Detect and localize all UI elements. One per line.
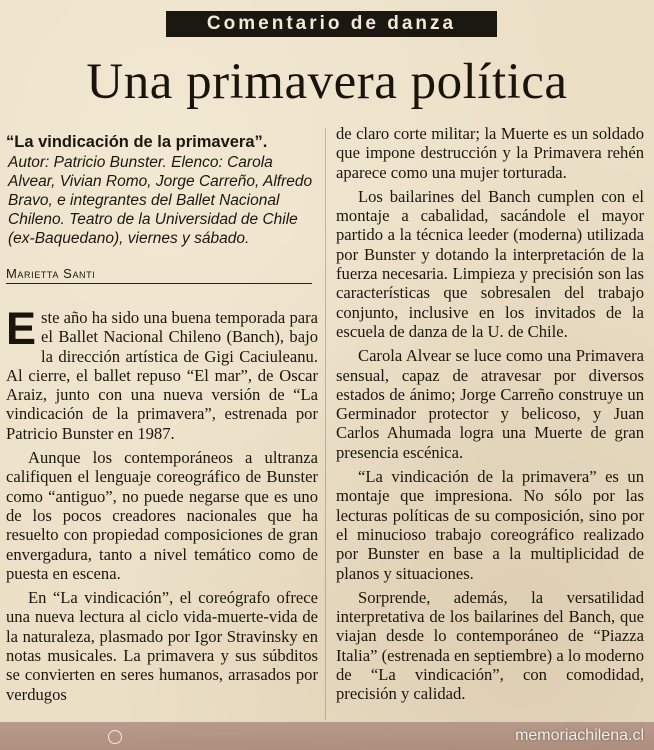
drop-cap: E bbox=[6, 303, 37, 354]
paragraph: En “La vindicación”, el coreógrafo ofrece una nueva lectura al ciclo vida-muerte-vida de la naturaleza, plasmado por Igor Stravinsky en notas musicales. La primavera y sus súbditos se convierten en seres humanos, arrasados por verdugos bbox=[6, 588, 318, 704]
right-body bbox=[336, 124, 644, 704]
review-title: “La vindicación de la primavera”. bbox=[6, 133, 268, 151]
watermark: memoriachilena.cl bbox=[515, 727, 644, 744]
left-column bbox=[6, 124, 318, 709]
paragraph bbox=[6, 303, 318, 443]
copyright-icon bbox=[108, 730, 122, 744]
paragraph: Sorprende, además, la versatilidad interpretativa de los bailarines del Banch, que viajan desde lo contemporáneo de “Piazza Italia” (estrenada en septiembre) a lo moderno de “La vindicación”, con comodidad, precisión y calidad. bbox=[336, 587, 644, 704]
paragraph: Aunque los contemporáneos a ultranza califiquen el lenguaje coreográfico de Bunster como “antiguo”, no puede negarse que es uno de los pocos creadores nacionales que ha resuelto con propiedad composiciones de gran envergadura, tanto a nivel temático como de puesta en escena. bbox=[6, 448, 318, 583]
paragraph: Los bailarines del Banch cumplen con el montaje a cabalidad, sacándole el mayor partido a la técnica leeder (moderna) utilizada por Bunster y dotando la interpretación de la fuerza necesaria. Limpieza y precisión son las características que sobresalen del trabajo conjunto, inclusive en los invitados de la escuela de danza de la U. de Chile. bbox=[336, 186, 644, 341]
byline-author: Marietta Santi bbox=[6, 266, 96, 281]
column-divider bbox=[325, 128, 326, 720]
byline bbox=[6, 266, 312, 284]
headline: Una primavera política bbox=[86, 54, 568, 110]
paragraph-text: ste año ha sido una buena temporada para el Ballet Nacional Chileno (Banch), bajo la dirección artística de Gigi Caciuleanu. Al cierre, el ballet repuso “El mar”, de Oscar Araiz, junto con una nueva versión de “La vindicación de la primavera”, estrenada por Patricio Bunster en 1987. bbox=[6, 308, 318, 443]
left-body bbox=[6, 303, 318, 704]
section-label: Comentario de danza bbox=[166, 11, 497, 37]
paragraph: Carola Alvear se luce como una Primavera sensual, capaz de atravesar por diversos estados de ánimo; Jorge Carreño construye un Germinador protector y belicoso, y Juan Carlos Ahumada logra una Muerte de gran presencia escénica. bbox=[336, 346, 644, 462]
paragraph: de claro corte militar; la Muerte es un soldado que impone destrucción y la Primavera rehén aparece como una mujer torturada. bbox=[336, 124, 644, 182]
bottom-scan-strip bbox=[0, 722, 654, 750]
right-column bbox=[336, 124, 644, 709]
paragraph: “La vindicación de la primavera” es un montaje que impresiona. No sólo por las lecturas políticas de su composición, sino por el minucioso trabajo coreográfico realizado por Bunster en base a la multiplicidad de planos y situaciones. bbox=[336, 467, 644, 583]
review-credits: Autor: Patricio Bunster. Elenco: Carola Alvear, Vivian Romo, Jorge Carreño, Alfredo Bravo, e integrantes del Ballet Nacional Chileno. Teatro de la Universidad de Chile (ex-Baquedano), viernes y sábado. bbox=[8, 154, 313, 247]
